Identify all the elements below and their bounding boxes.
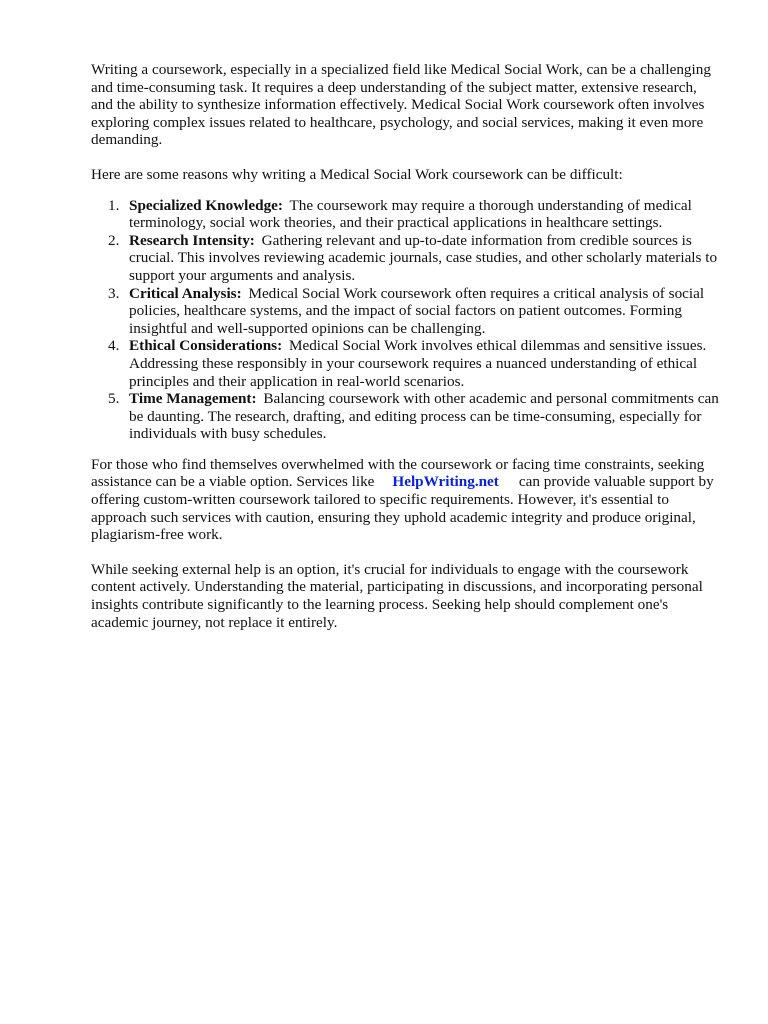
help-paragraph	[91, 456, 721, 544]
help-text-after: can provide valuable support by offering custom-written coursework tailored to specific requirements. However, it's essential to approach such services with caution, ensuring they uphold academic integrity and produce original, plagiarism-free work.	[91, 473, 714, 544]
helpwriting-link[interactable]: HelpWriting.net	[392, 473, 499, 491]
list-item-number: 4.	[108, 337, 120, 355]
help-text-before: For those who find themselves overwhelmed with the coursework or facing time constraints, seeking assistance can be a viable option. Services like	[91, 455, 705, 491]
reasons-list	[91, 197, 721, 443]
list-item-term: Specialized Knowledge:	[129, 196, 283, 214]
list-item-number: 5.	[108, 390, 120, 408]
list-item-text: Medical Social Work coursework often requires a critical analysis of social policies, healthcare systems, and the impact of social factors on patient outcomes. Forming insightful and well-supported opinions can be challenging.	[129, 284, 705, 337]
list-item-term: Time Management:	[129, 390, 257, 408]
closing-paragraph: While seeking external help is an option, it's crucial for individuals to engage with the coursework content actively. Understanding the material, participating in discussions, and incorporating personal insights contribute significantly to the learning process. Seeking help should complement one's academic journey, not replace it entirely.	[91, 560, 703, 631]
list-item-number: 2.	[108, 231, 120, 249]
list-item	[91, 337, 721, 390]
list-item-text: Balancing coursework with other academic and personal commitments can be daunting. The research, drafting, and editing process can be time-consuming, especially for individuals with busy schedules.	[129, 390, 719, 443]
list-item-number: 3.	[108, 284, 120, 302]
list-item-text: Gathering relevant and up-to-date information from credible sources is crucial. This involves reviewing academic journals, case studies, and other scholarly materials to support your arguments and analysis.	[129, 231, 718, 284]
list-item-text: Medical Social Work involves ethical dilemmas and sensitive issues. Addressing these responsibly in your coursework requires a nuanced understanding of ethical principles and their application in real-world scenarios.	[129, 337, 707, 390]
list-item	[91, 390, 721, 443]
list-item-term: Critical Analysis:	[129, 284, 242, 302]
list-item-term: Ethical Considerations:	[129, 337, 283, 355]
list-item	[91, 197, 721, 232]
document-page	[91, 61, 721, 631]
reasons-lead-paragraph: Here are some reasons why writing a Medical Social Work coursework can be difficult:	[91, 165, 623, 183]
list-item-number: 1.	[108, 196, 120, 214]
list-item	[91, 285, 721, 338]
list-item-text: The coursework may require a thorough understanding of medical terminology, social work theories, and their practical applications in healthcare settings.	[129, 196, 692, 232]
list-item-term: Research Intensity:	[129, 231, 255, 249]
list-item	[91, 232, 721, 285]
intro-paragraph: Writing a coursework, especially in a specialized field like Medical Social Work, can be a challenging and time-consuming task. It requires a deep understanding of the subject matter, extensive research, and the ability to synthesize information effectively. Medical Social Work coursework often involves exploring complex issues related to healthcare, psychology, and social services, making it even more demanding.	[91, 61, 711, 149]
